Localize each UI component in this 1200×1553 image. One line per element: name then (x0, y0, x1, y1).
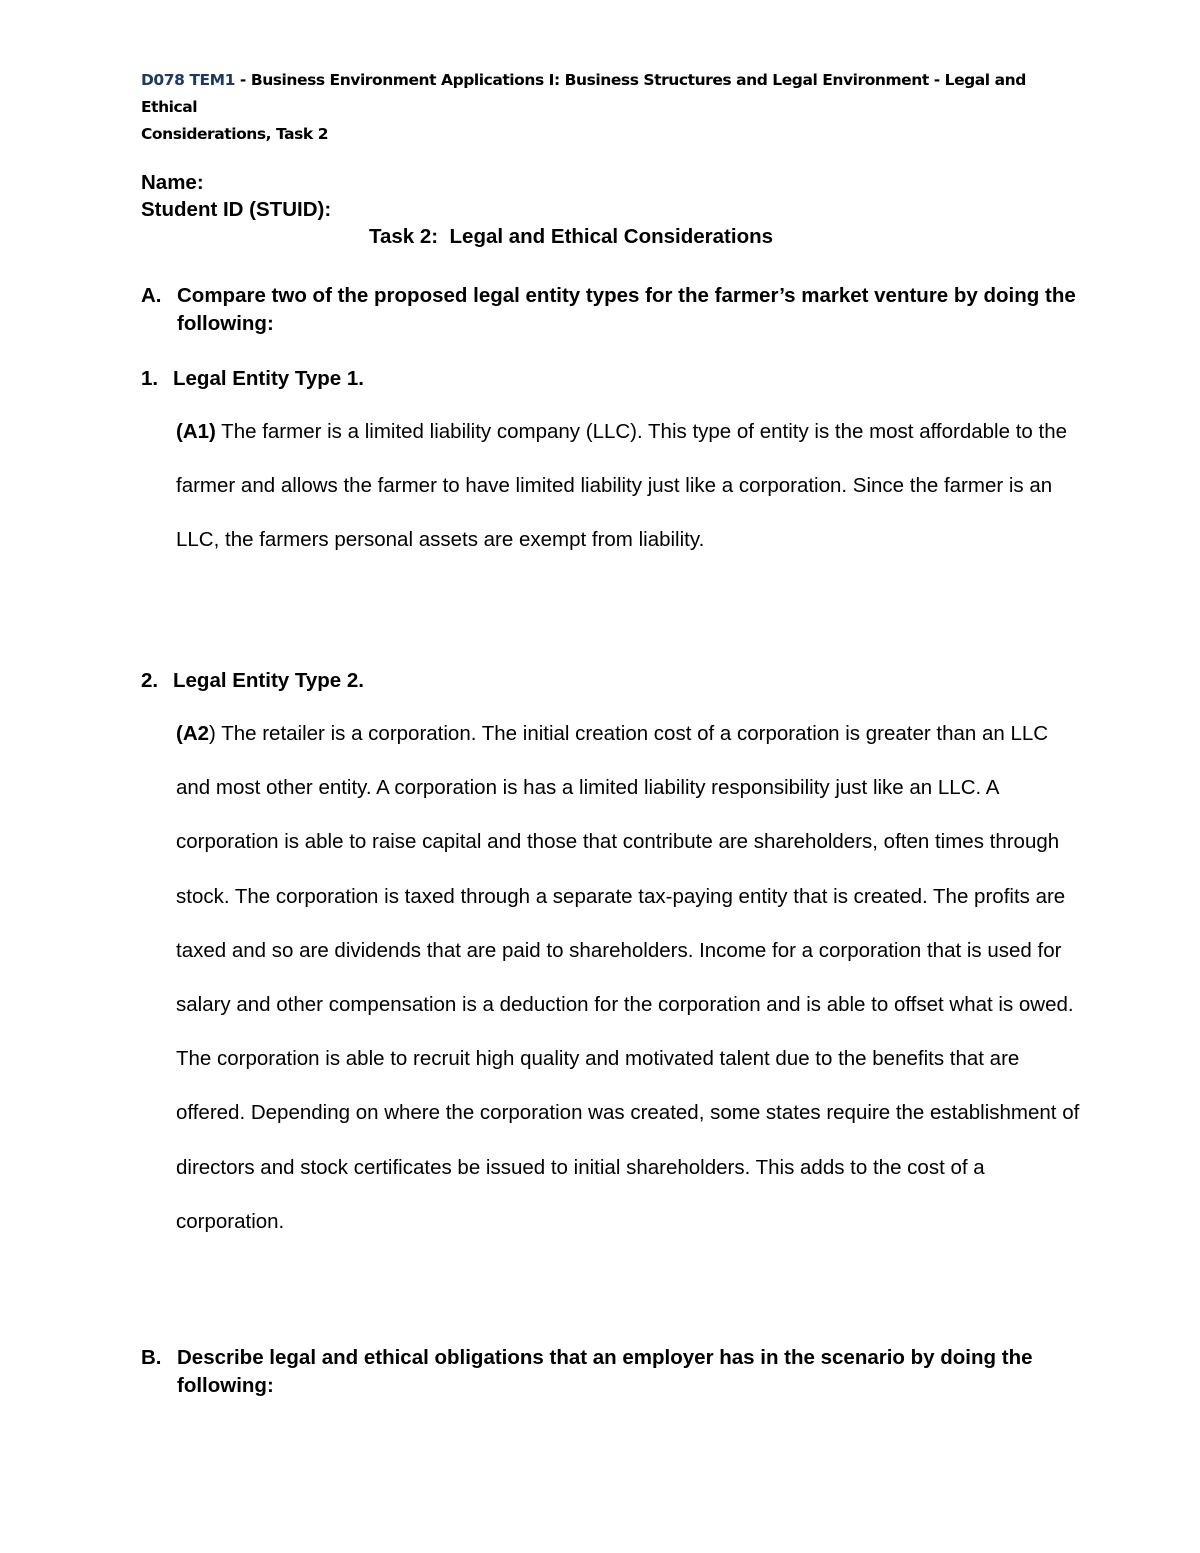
item-1-heading (141, 365, 364, 393)
task-title: Task 2: Legal and Ethical Considerations (369, 225, 774, 248)
section-a-text: Compare two of the proposed legal entity types for the farmer’s market venture by doing the following: (177, 284, 1076, 335)
item-1-tag: (A1) (176, 420, 216, 443)
section-b-text: Describe legal and ethical obligations that an employer has in the scenario by doing the following: (177, 1346, 1033, 1397)
section-b-letter: B. (141, 1346, 162, 1369)
item-2-title: Legal Entity Type 2. (173, 669, 364, 692)
section-a-heading (141, 282, 1076, 338)
item-2-tag: (A2 (176, 722, 210, 745)
document-header (141, 67, 1061, 148)
item-2-body: ) The retailer is a corporation. The initial creation cost of a corporation is greater than an LLC and most other entity. A corporation is has a limited liability responsibility just like an LLC. A corporation is able to raise capital and those that contribute are shareholders, often times through stock. The corporation is taxed through a separate tax-paying entity that is created. The profits are taxed and so are dividends that are paid to shareholders. Income for a corporation that is used for salary and other compensation is a deduction for the corporation and is able to offset what is owed. The corporation is able to recruit high quality and motivated talent due to the benefits that are offered. Depending on where the corporation was created, some states require the establishment of directors and stock certificates be issued to initial shareholders. This adds to the cost of a corporation. (176, 722, 1080, 1233)
item-2-paragraph (176, 707, 1081, 1249)
item-2-number: 2. (141, 669, 159, 692)
item-1-number: 1. (141, 367, 159, 390)
course-code: D078 TEM1 (141, 71, 235, 89)
section-b-heading (141, 1344, 1076, 1400)
item-1-body: The farmer is a limited liability company (LLC). This type of entity is the most affordable to the farmer and allows the farmer to have limited liability just like a corporation. Since the farmer is an LLC, the farmers personal assets are exempt from liability. (176, 420, 1067, 552)
header-title-line2: Considerations, Task 2 (141, 125, 329, 143)
name-label: Name: (141, 171, 204, 194)
section-a-letter: A. (141, 284, 162, 307)
item-2-heading (141, 667, 364, 695)
student-id-label: Student ID (STUID): (141, 198, 332, 221)
header-title-line1: - Business Environment Applications I: Business Structures and Legal Environment - Legal and Ethical (141, 71, 1026, 116)
item-1-title: Legal Entity Type 1. (173, 367, 364, 390)
item-1-paragraph (176, 405, 1081, 568)
